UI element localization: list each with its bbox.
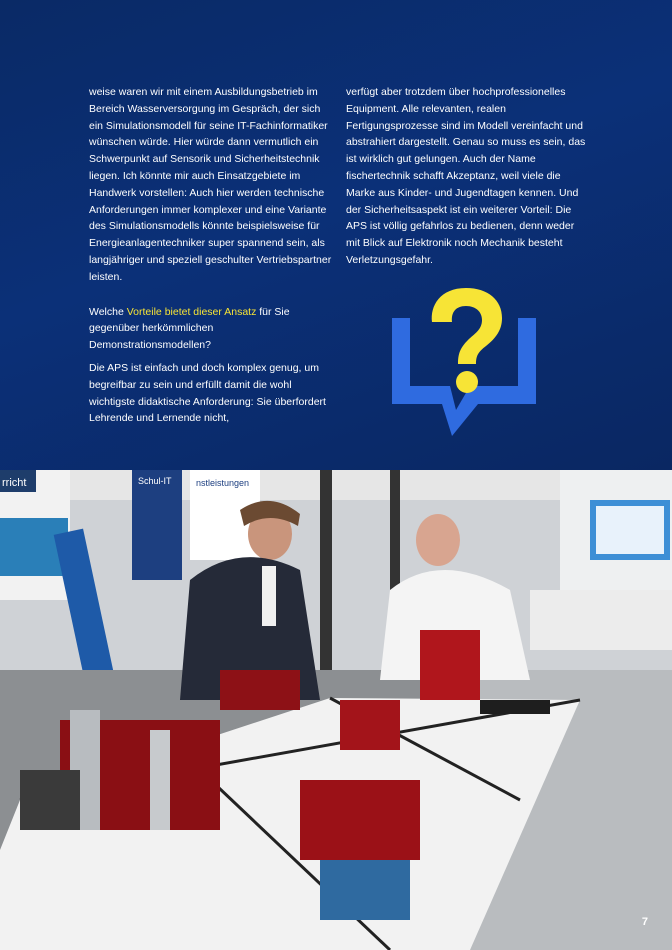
booth-sign: Schul-IT bbox=[138, 476, 172, 486]
question-text: Welche bbox=[89, 305, 127, 318]
interview-question bbox=[89, 304, 335, 354]
paragraph: verfügt aber trotzdem über hochprofessionelles Equipment. Alle relevanten, realen Fertigungsprozesse sind im Modell vereinfacht und abstrahiert dargestellt. Genau so muss es sein, das ist wirklich gut gelungen. Auch der Name fischertechnik schafft Akzeptanz, weil viele die Marke aus Kinder- und Jugendtagen kennen. Und der Sicherheitsaspekt ist ein weiterer Vorteil: Die APS ist völlig gefahrlos zu bedienen, denn weder mit Blick auf Elektronik noch Mechanik besteht Verletzungsgefahr. bbox=[346, 86, 586, 266]
question-highlight: Vorteile bietet dieser Ansatz bbox=[126, 305, 257, 318]
booth-sign: rricht bbox=[2, 477, 27, 489]
left-text-column bbox=[89, 84, 335, 427]
speech-bubble-question-icon bbox=[380, 278, 548, 446]
answer-paragraph: Die APS ist einfach und doch komplex genug, um begreifbar zu sein und erfüllt damit die wohl wichtigste didaktische Anforderung: Sie überfordert Lehrende und Lernende nicht, bbox=[89, 361, 326, 425]
photo-illustration bbox=[0, 470, 672, 950]
booth-sign: nstleistungen bbox=[196, 478, 250, 488]
paragraph: weise waren wir mit einem Ausbildungsbetrieb im Bereich Wasserversorgung im Gespräch, der sich ein Simulationsmodell für seine IT-Fachinformatiker wünschen würde. Hier würde dann vermutlich ein Schwerpunkt auf Sensorik und Sicherheitstechnik liegen. Ich könnte mir auch Einsatzgebiete im Handwerk vorstellen: Auch hier werden technische Anforderungen immer komplexer und eine Variante des Simulationsmodells könnte beispielsweise für Energieanlagentechniker super spannend sein, als langjähriger und speziell geschulter Vertriebspartner leisten. bbox=[89, 86, 332, 283]
right-text-column bbox=[346, 84, 590, 269]
trade-fair-photo bbox=[0, 470, 672, 950]
article-section bbox=[0, 0, 672, 470]
page-number: 7 bbox=[641, 916, 648, 928]
question-text: für Sie gegenüber herkömmlichen Demonstrationsmodellen? bbox=[89, 305, 290, 352]
